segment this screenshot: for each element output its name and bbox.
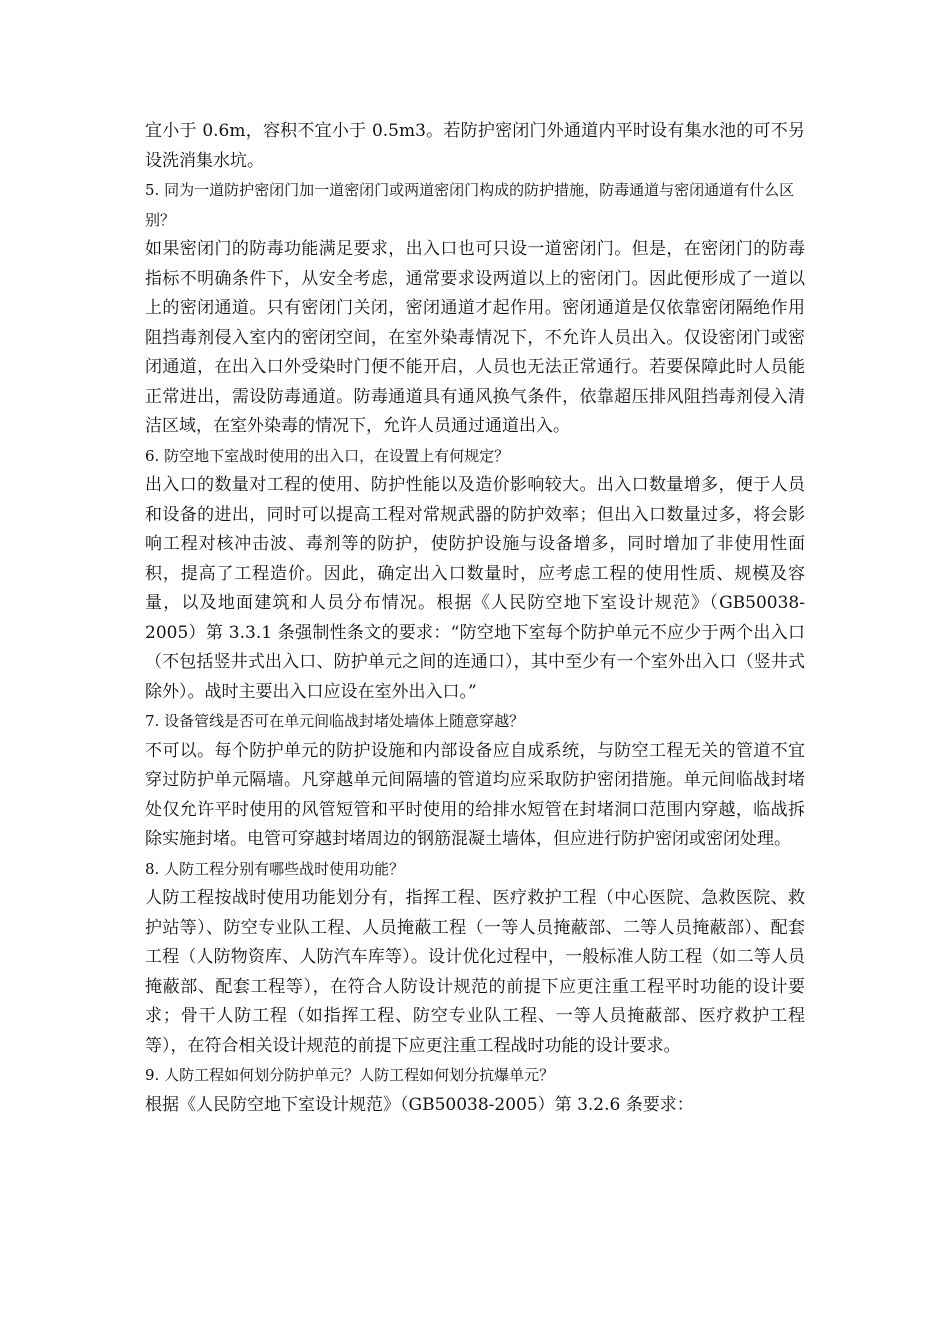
question-9-heading: 9. 人防工程如何划分防护单元？人防工程如何划分抗爆单元？ xyxy=(145,1066,555,1084)
document-body xyxy=(145,117,805,1120)
question-8-heading: 8. 人防工程分别有哪些战时使用功能？ xyxy=(145,859,405,878)
question-5-heading: 5. 同为一道防护密闭门加一道密闭门或两道密闭门构成的防护措施，防毒通道与密闭通道有什么区别？ xyxy=(145,181,795,229)
answer-5-paragraph: 如果密闭门的防毒功能满足要求，出入口也可只设一道密闭门。但是，在密闭门的防毒指标不明确条件下，从安全考虑，通常要求设两道以上的密闭门。因此便形成了一道以上的密闭通道。只有密闭门关闭，密闭通道才起作用。密闭通道是仅依靠密闭隔绝作用阻挡毒剂侵入室内的密闭空间，在室外染毒情况下，不允许人员出入。仅设密闭门或密闭通道，在出入口外受染时门便不能开启，人员也无法正常通行。若要保障此时人员能正常进出，需设防毒通道。防毒通道具有通风换气条件，依靠超压排风阻挡毒剂侵入清洁区域，在室外染毒的情况下，允许人员通过通道出入。 xyxy=(145,239,805,436)
answer-8-paragraph: 人防工程按战时使用功能划分有，指挥工程、医疗救护工程（中心医院、急救医院、救护站等）、防空专业队工程、人员掩蔽工程（一等人员掩蔽部、二等人员掩蔽部）、配套工程（人防物资库、人防汽车库等）。设计优化过程中，一般标准人防工程（如二等人员掩蔽部、配套工程等），在符合人防设计规范的前提下应更注重工程平时功能的设计要求；骨干人防工程（如指挥工程、防空专业队工程、一等人员掩蔽部、医疗救护工程等），在符合相关设计规范的前提下应更注重工程战时功能的设计要求。 xyxy=(145,888,805,1056)
answer-7-paragraph: 不可以。每个防护单元的防护设施和内部设备应自成系统，与防空工程无关的管道不宜穿过防护单元隔墙。凡穿越单元间隔墙的管道均应采取防护密闭措施。单元间临战封堵处仅允许平时使用的风管短管和平时使用的给排水短管在封堵洞口范围内穿越，临战拆除实施封堵。电管可穿越封堵周边的钢筋混凝土墙体，但应进行防护密闭或密闭处理。 xyxy=(145,740,805,849)
paragraph-collection-pit: 宜小于 0.6m，容积不宜小于 0.5m3。若防护密闭门外通道内平时设有集水池的可不另设洗消集水坑。 xyxy=(145,121,805,171)
answer-6-paragraph: 出入口的数量对工程的使用、防护性能以及造价影响较大。出入口数量增多，便于人员和设备的进出，同时可以提高工程对常规武器的防护效率；但出入口数量过多，将会影响工程对核冲击波、毒剂等的防护，使防护设施与设备增多，同时增加了非使用性面积，提高了工程造价。因此，确定出入口数量时，应考虑工程的使用性质、规模及容量，以及地面建筑和人员分布情况。根据《人民防空地下室设计规范》（GB50038-2005）第 3.3.1 条强制性条文的要求：“防空地下室每个防护单元不应少于两个出入口（不包括竖井式出入口、防护单元之间的连通口），其中至少有一个室外出入口（竖井式除外）。战时主要出入口应设在室外出入口。” xyxy=(145,475,805,702)
question-7-heading: 7. 设备管线是否可在单元间临战封堵处墙体上随意穿越？ xyxy=(145,712,525,730)
question-6-heading: 6. 防空地下室战时使用的出入口，在设置上有何规定？ xyxy=(145,446,510,465)
answer-9-paragraph: 根据《人民防空地下室设计规范》（GB50038-2005）第 3.2.6 条要求： xyxy=(145,1094,694,1115)
